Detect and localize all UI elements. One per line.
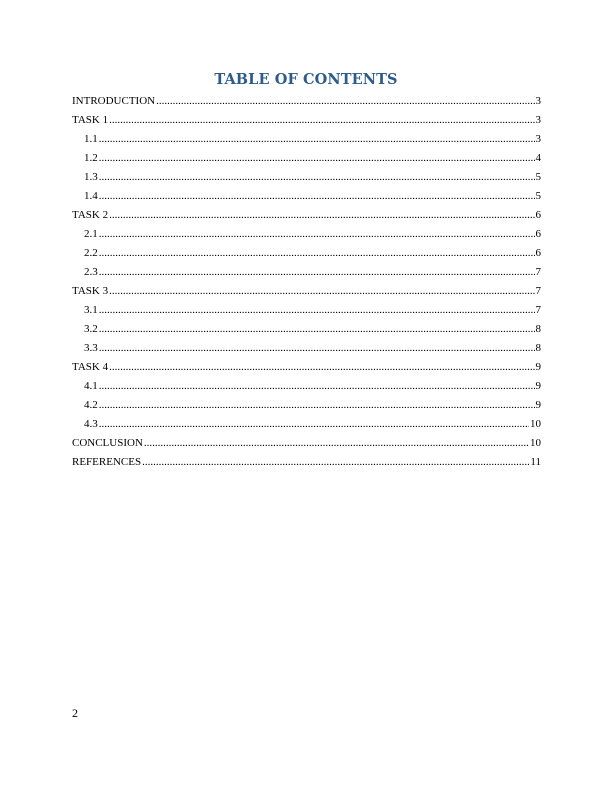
toc-entry[interactable] (72, 282, 541, 301)
toc-entry-label: 4.2 (84, 399, 98, 411)
toc-entry[interactable] (72, 149, 541, 168)
toc-entry-label: 1.2 (84, 152, 98, 164)
toc-entry[interactable] (72, 377, 541, 396)
toc-entry-page-number: 7 (535, 266, 541, 278)
toc-entry[interactable] (72, 320, 541, 339)
toc-dot-leader (99, 149, 535, 168)
toc-entry-label: 2.2 (84, 247, 98, 259)
toc-entry-page-number: 8 (535, 323, 541, 335)
toc-dot-leader (99, 339, 535, 358)
toc-dot-leader (99, 320, 535, 339)
toc-entry[interactable] (72, 263, 541, 282)
toc-entry[interactable] (72, 358, 541, 377)
toc-entry[interactable] (72, 225, 541, 244)
toc-dot-leader (99, 415, 529, 434)
toc-dot-leader (144, 434, 529, 453)
toc-entry[interactable] (72, 301, 541, 320)
toc-entry-label: TASK 1 (72, 114, 109, 126)
toc-entry-label: TASK 4 (72, 361, 109, 373)
toc-dot-leader (99, 301, 535, 320)
toc-entry-page-number: 7 (535, 285, 541, 297)
toc-entry-label: CONCLUSION (72, 437, 143, 449)
toc-dot-leader (109, 206, 534, 225)
toc-entry-label: 3.2 (84, 323, 98, 335)
toc-entry-page-number: 11 (530, 456, 541, 468)
toc-dot-leader (99, 377, 535, 396)
toc-entry-page-number: 10 (530, 418, 541, 430)
toc-entry[interactable] (72, 396, 541, 415)
toc-entry-label: TASK 2 (72, 209, 109, 221)
toc-entry-label: 3.3 (84, 342, 98, 354)
toc-entry[interactable] (72, 244, 541, 263)
toc-dot-leader (99, 168, 535, 187)
toc-entry-page-number: 6 (535, 228, 541, 240)
toc-entry-page-number: 10 (530, 437, 541, 449)
toc-entry-page-number: 3 (535, 95, 541, 107)
toc-entry[interactable] (72, 206, 541, 225)
toc-entry-page-number: 8 (535, 342, 541, 354)
toc-entry-page-number: 9 (535, 399, 541, 411)
toc-entry[interactable] (72, 415, 541, 434)
toc-entry-label: 4.3 (84, 418, 98, 430)
toc-entry-page-number: 5 (535, 171, 541, 183)
toc-dot-leader (142, 453, 529, 472)
toc-entry[interactable] (72, 111, 541, 130)
toc-dot-leader (109, 111, 534, 130)
toc-entry-page-number: 3 (535, 133, 541, 145)
toc-entry-label: 1.1 (84, 133, 98, 145)
toc-entry-page-number: 9 (535, 361, 541, 373)
toc-dot-leader (99, 244, 535, 263)
toc-entry[interactable] (72, 434, 541, 453)
toc-dot-leader (99, 263, 535, 282)
toc-entry-page-number: 6 (535, 247, 541, 259)
toc-entry[interactable] (72, 339, 541, 358)
toc-entry-label: INTRODUCTION (72, 95, 156, 107)
toc-dot-leader (99, 130, 535, 149)
toc-dot-leader (99, 396, 535, 415)
toc-entry[interactable] (72, 187, 541, 206)
toc-dot-leader (156, 92, 534, 111)
toc-dot-leader (109, 282, 534, 301)
toc-entry-page-number: 4 (535, 152, 541, 164)
toc-entry-label: 2.1 (84, 228, 98, 240)
toc-entry-label: 1.3 (84, 171, 98, 183)
toc-entry-label: REFERENCES (72, 456, 142, 468)
toc-entry-page-number: 7 (535, 304, 541, 316)
toc-dot-leader (99, 225, 535, 244)
toc-entry[interactable] (72, 92, 541, 111)
toc-entry-label: 1.4 (84, 190, 98, 202)
toc-title: TABLE OF CONTENTS (214, 71, 398, 88)
toc-entry-label: TASK 3 (72, 285, 109, 297)
toc-entry[interactable] (72, 168, 541, 187)
toc-entry-label: 3.1 (84, 304, 98, 316)
toc-entry-page-number: 3 (535, 114, 541, 126)
toc-entry[interactable] (72, 453, 541, 472)
toc-entry-page-number: 5 (535, 190, 541, 202)
toc-entry-label: 2.3 (84, 266, 98, 278)
toc-entry-page-number: 9 (535, 380, 541, 392)
footer-page-number: 2 (72, 706, 78, 720)
toc-entry-label: 4.1 (84, 380, 98, 392)
toc-entry-page-number: 6 (535, 209, 541, 221)
toc-dot-leader (109, 358, 534, 377)
toc-list (72, 92, 541, 472)
toc-entry[interactable] (72, 130, 541, 149)
toc-dot-leader (99, 187, 535, 206)
